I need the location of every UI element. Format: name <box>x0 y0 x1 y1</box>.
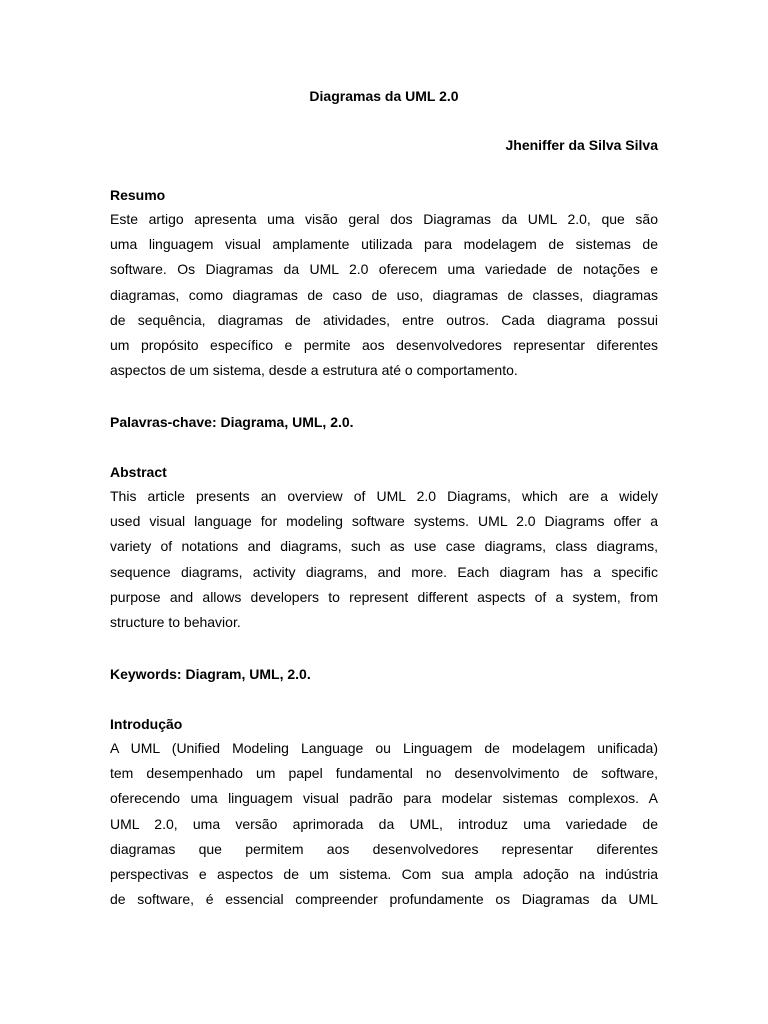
introducao-line: oferecendo uma linguagem visual padrão para modelar sistemas complexos. A <box>110 790 658 807</box>
keywords: Keywords: Diagram, UML, 2.0. <box>110 666 311 682</box>
introducao-line: A UML (Unified Modeling Language ou Linguagem de modelagem unificada) <box>110 740 658 756</box>
abstract-line: structure to behavior. <box>110 614 241 631</box>
introducao-line: tem desempenhado um papel fundamental no desenvolvimento de software, <box>110 765 658 782</box>
resumo-line: de sequência, diagramas de atividades, entre outros. Cada diagrama possui <box>110 311 658 328</box>
author-name: Jheniffer da Silva Silva <box>505 137 658 153</box>
resumo-line: diagramas, como diagramas de caso de uso, diagramas de classes, diagramas <box>110 286 658 303</box>
resumo-paragraph <box>110 207 658 383</box>
resumo-heading: Resumo <box>110 187 166 203</box>
introducao-line: UML 2.0, uma versão aprimorada da UML, introduz uma variedade de <box>110 815 658 832</box>
palavras-chave: Palavras-chave: Diagrama, UML, 2.0. <box>110 414 354 430</box>
abstract-line: used visual language for modeling software systems. UML 2.0 Diagrams offer a <box>110 513 658 530</box>
abstract-line: variety of notations and diagrams, such as use case diagrams, class diagrams, <box>110 538 658 555</box>
resumo-line: uma linguagem visual amplamente utilizada para modelagem de sistemas de <box>110 236 658 253</box>
resumo-line: Este artigo apresenta uma visão geral dos Diagramas da UML 2.0, que são <box>110 211 658 227</box>
abstract-line: sequence diagrams, activity diagrams, and more. Each diagram has a specific <box>110 563 658 580</box>
resumo-line: aspectos de um sistema, desde a estrutura até o comportamento. <box>110 362 518 379</box>
document-title: Diagramas da UML 2.0 <box>309 88 459 104</box>
abstract-heading: Abstract <box>110 464 167 480</box>
introducao-heading: Introdução <box>110 716 183 732</box>
introducao-line: perspectivas e aspectos de um sistema. Com sua ampla adoção na indústria <box>110 866 658 883</box>
abstract-line: This article presents an overview of UML 2.0 Diagrams, which are a widely <box>110 488 658 504</box>
introducao-line: diagramas que permitem aos desenvolvedores representar diferentes <box>110 840 658 857</box>
abstract-line: purpose and allows developers to represent different aspects of a system, from <box>110 588 658 605</box>
resumo-line: um propósito específico e permite aos desenvolvedores representar diferentes <box>110 337 658 354</box>
resumo-line: software. Os Diagramas da UML 2.0 oferecem uma variedade de notações e <box>110 261 658 278</box>
introducao-line: de software, é essencial compreender profundamente os Diagramas da UML <box>110 891 658 908</box>
introducao-paragraph <box>110 736 658 912</box>
abstract-paragraph <box>110 484 658 635</box>
